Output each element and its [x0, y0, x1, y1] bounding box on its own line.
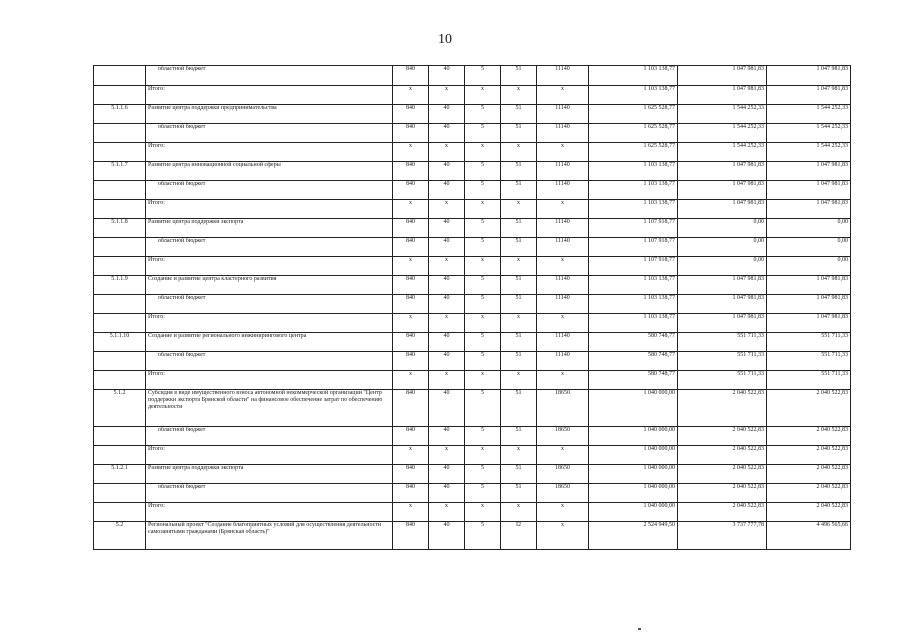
- cell-v3: 2 040 522,83: [767, 446, 851, 465]
- row-label: Итого:: [148, 503, 165, 509]
- cell-c1: х: [393, 143, 429, 162]
- cell-c5: 11140: [537, 333, 589, 352]
- cell-v3: 1 047 981,83: [767, 295, 851, 314]
- cell-code: [94, 257, 146, 276]
- cell-c5: 11140: [537, 66, 589, 86]
- cell-v1: 1 040 000,00: [589, 427, 678, 446]
- cell-c2: 40: [429, 465, 465, 484]
- cell-name: [146, 219, 393, 238]
- cell-v3: 1 047 981,83: [767, 276, 851, 295]
- cell-c3: 5: [465, 522, 501, 550]
- table-row: [94, 522, 851, 550]
- table-row: [94, 314, 851, 333]
- table-row: [94, 295, 851, 314]
- cell-c5: х: [537, 522, 589, 550]
- cell-c5: 11140: [537, 162, 589, 181]
- cell-name: [146, 181, 393, 200]
- table-row: [94, 124, 851, 143]
- cell-v3: 1 047 981,83: [767, 314, 851, 333]
- cell-name: [146, 295, 393, 314]
- cell-v3: 1 047 981,83: [767, 162, 851, 181]
- cell-c2: 40: [429, 162, 465, 181]
- row-label: Создание и развитие центра кластерного развития: [148, 276, 277, 282]
- cell-c5: х: [537, 314, 589, 333]
- cell-v3: 1 047 981,83: [767, 200, 851, 219]
- cell-v2: 1 544 252,33: [678, 143, 767, 162]
- table-row: [94, 503, 851, 522]
- cell-c4: I2: [501, 522, 537, 550]
- cell-c3: 5: [465, 238, 501, 257]
- cell-v3: 1 047 981,83: [767, 181, 851, 200]
- table-row: [94, 200, 851, 219]
- cell-c3: 5: [465, 181, 501, 200]
- cell-name: [146, 314, 393, 333]
- cell-c4: 51: [501, 66, 537, 86]
- cell-v3: 551 711,33: [767, 333, 851, 352]
- cell-code: [94, 86, 146, 105]
- cell-c5: 11140: [537, 124, 589, 143]
- cell-c4: 51: [501, 105, 537, 124]
- row-label: областной бюджет: [158, 124, 206, 130]
- cell-v3: 2 040 522,83: [767, 390, 851, 427]
- cell-v2: 0,00: [678, 219, 767, 238]
- row-label: Итого:: [148, 257, 165, 263]
- table-row: [94, 484, 851, 503]
- cell-c1: 840: [393, 484, 429, 503]
- cell-c2: х: [429, 86, 465, 105]
- cell-c1: 840: [393, 522, 429, 550]
- cell-c1: х: [393, 503, 429, 522]
- cell-c1: 840: [393, 352, 429, 371]
- cell-v2: 551 711,33: [678, 352, 767, 371]
- row-label: Региональный проект "Создание благоприятных условий для осуществления деятельности самозанятыми гражданами (Брянская область)": [148, 522, 382, 535]
- cell-code: [94, 427, 146, 446]
- cell-v1: 1 103 138,77: [589, 66, 678, 86]
- cell-v1: 1 103 138,77: [589, 276, 678, 295]
- cell-v3: 551 711,33: [767, 352, 851, 371]
- cell-v3: 2 040 522,83: [767, 503, 851, 522]
- cell-c1: х: [393, 446, 429, 465]
- cell-c4: 51: [501, 295, 537, 314]
- table-row: [94, 162, 851, 181]
- row-label: Развитие центра поддержки экспорта: [148, 465, 244, 471]
- cell-c5: 11140: [537, 276, 589, 295]
- table-row: [94, 333, 851, 352]
- cell-c5: 11140: [537, 238, 589, 257]
- cell-c4: х: [501, 86, 537, 105]
- cell-v3: 1 544 252,33: [767, 124, 851, 143]
- cell-c2: х: [429, 257, 465, 276]
- cell-c5: 18650: [537, 390, 589, 427]
- cell-c5: 18650: [537, 465, 589, 484]
- cell-c4: х: [501, 503, 537, 522]
- cell-v2: 1 047 981,83: [678, 66, 767, 86]
- cell-c2: 40: [429, 238, 465, 257]
- row-label: областной бюджет: [158, 295, 206, 301]
- cell-c3: 5: [465, 352, 501, 371]
- row-label: Создание и развитие регионального инжинирингового центра: [148, 333, 307, 339]
- cell-v3: 1 544 252,33: [767, 143, 851, 162]
- cell-c1: 840: [393, 295, 429, 314]
- cell-c1: х: [393, 371, 429, 390]
- cell-v3: 0,00: [767, 219, 851, 238]
- cell-c3: 5: [465, 276, 501, 295]
- cell-name: [146, 465, 393, 484]
- cell-v2: 2 040 522,83: [678, 390, 767, 427]
- cell-c5: х: [537, 503, 589, 522]
- cell-c2: 40: [429, 124, 465, 143]
- cell-c2: х: [429, 314, 465, 333]
- table-row: [94, 427, 851, 446]
- cell-c5: 18650: [537, 427, 589, 446]
- cell-v2: 2 040 522,83: [678, 503, 767, 522]
- cell-c3: 5: [465, 295, 501, 314]
- cell-c1: 840: [393, 66, 429, 86]
- cell-c3: 5: [465, 333, 501, 352]
- cell-c1: х: [393, 257, 429, 276]
- cell-c5: х: [537, 200, 589, 219]
- cell-code: [94, 238, 146, 257]
- cell-v2: 1 544 252,33: [678, 124, 767, 143]
- cell-c2: х: [429, 143, 465, 162]
- cell-code: [94, 124, 146, 143]
- table-row: [94, 143, 851, 162]
- cell-v1: 1 103 138,77: [589, 86, 678, 105]
- cell-code: 5.1.1.6: [94, 105, 146, 124]
- cell-code: [94, 352, 146, 371]
- cell-c1: 840: [393, 390, 429, 427]
- cell-v1: 1 625 528,77: [589, 124, 678, 143]
- cell-c4: 51: [501, 465, 537, 484]
- row-label: Субсидия в виде имущественного взноса автономной некоммерческой организации "Центр поддержки экспорта Брянской области" на финансовое обеспечение затрат по обеспечению деятельности: [148, 390, 383, 410]
- cell-v2: 1 047 981,83: [678, 86, 767, 105]
- cell-c2: 40: [429, 66, 465, 86]
- cell-c4: 51: [501, 390, 537, 427]
- cell-v1: 1 107 918,77: [589, 238, 678, 257]
- cell-c3: х: [465, 86, 501, 105]
- cell-c1: 840: [393, 105, 429, 124]
- cell-c4: х: [501, 314, 537, 333]
- row-label: Итого:: [148, 86, 165, 92]
- cell-c5: 11140: [537, 181, 589, 200]
- cell-v2: 2 040 522,83: [678, 446, 767, 465]
- cell-c2: 40: [429, 390, 465, 427]
- cell-v1: 1 103 138,77: [589, 200, 678, 219]
- cell-name: [146, 105, 393, 124]
- cell-c1: 840: [393, 276, 429, 295]
- table-row: [94, 352, 851, 371]
- cell-v3: 1 047 981,83: [767, 86, 851, 105]
- cell-name: [146, 484, 393, 503]
- cell-v2: 1 047 981,83: [678, 295, 767, 314]
- table-row: [94, 371, 851, 390]
- cell-c1: 840: [393, 333, 429, 352]
- cell-v1: 580 748,77: [589, 371, 678, 390]
- cell-c5: 18650: [537, 484, 589, 503]
- cell-name: [146, 503, 393, 522]
- cell-c1: х: [393, 314, 429, 333]
- cell-c2: х: [429, 371, 465, 390]
- cell-c5: 11140: [537, 219, 589, 238]
- cell-v2: 1 544 252,33: [678, 105, 767, 124]
- cell-c3: 5: [465, 105, 501, 124]
- cell-name: [146, 238, 393, 257]
- cell-v3: 1 047 981,83: [767, 66, 851, 86]
- cell-v2: 2 040 522,83: [678, 484, 767, 503]
- cell-c3: 5: [465, 465, 501, 484]
- cell-code: [94, 446, 146, 465]
- cell-v2: 551 711,33: [678, 333, 767, 352]
- cell-c5: 11140: [537, 105, 589, 124]
- page-number: 10: [438, 32, 452, 47]
- cell-v3: 2 040 522,83: [767, 427, 851, 446]
- cell-c3: х: [465, 257, 501, 276]
- cell-c3: 5: [465, 124, 501, 143]
- cell-c2: 40: [429, 219, 465, 238]
- cell-code: [94, 295, 146, 314]
- row-label: областной бюджет: [158, 66, 206, 72]
- cell-code: [94, 314, 146, 333]
- cell-c4: 51: [501, 333, 537, 352]
- cell-c2: 40: [429, 427, 465, 446]
- cell-c1: 840: [393, 238, 429, 257]
- cell-c2: 40: [429, 484, 465, 503]
- row-label: Итого:: [148, 371, 165, 377]
- cell-c4: х: [501, 446, 537, 465]
- cell-v1: 1 040 000,00: [589, 484, 678, 503]
- cell-code: 5.1.1.9: [94, 276, 146, 295]
- cell-code: [94, 200, 146, 219]
- cell-c1: 840: [393, 181, 429, 200]
- cell-c2: 40: [429, 276, 465, 295]
- table-row: [94, 219, 851, 238]
- cell-c3: х: [465, 314, 501, 333]
- cell-c2: 40: [429, 352, 465, 371]
- cell-v1: 1 040 000,00: [589, 390, 678, 427]
- cell-c1: х: [393, 86, 429, 105]
- table-row: [94, 465, 851, 484]
- cell-v2: 2 040 522,83: [678, 465, 767, 484]
- cell-code: [94, 371, 146, 390]
- row-label: областной бюджет: [158, 181, 206, 187]
- cell-v1: 580 748,77: [589, 352, 678, 371]
- cell-name: [146, 124, 393, 143]
- cell-v1: 1 103 138,77: [589, 181, 678, 200]
- cell-name: [146, 162, 393, 181]
- table-row: [94, 446, 851, 465]
- cell-v3: 0,00: [767, 257, 851, 276]
- table-row: [94, 66, 851, 86]
- cell-c1: 840: [393, 427, 429, 446]
- cell-c1: 840: [393, 124, 429, 143]
- cell-v1: 580 748,77: [589, 333, 678, 352]
- cell-c4: 51: [501, 352, 537, 371]
- cell-v2: 1 047 981,83: [678, 314, 767, 333]
- cell-code: 5.1.2: [94, 390, 146, 427]
- cell-v2: 551 711,33: [678, 371, 767, 390]
- cell-c3: 5: [465, 162, 501, 181]
- cell-c3: х: [465, 446, 501, 465]
- cell-c4: х: [501, 143, 537, 162]
- cell-code: 5.1.1.8: [94, 219, 146, 238]
- cell-name: [146, 333, 393, 352]
- cell-c1: 840: [393, 162, 429, 181]
- cell-c2: 40: [429, 181, 465, 200]
- cell-v1: 1 107 918,77: [589, 257, 678, 276]
- cell-c5: 11140: [537, 295, 589, 314]
- cell-c3: 5: [465, 484, 501, 503]
- cell-v1: 1 040 000,00: [589, 465, 678, 484]
- cell-v1: 1 103 138,77: [589, 162, 678, 181]
- cell-v1: 1 625 528,77: [589, 105, 678, 124]
- scan-mark: [638, 628, 641, 630]
- row-label: Итого:: [148, 143, 165, 149]
- cell-c4: 51: [501, 124, 537, 143]
- cell-code: 5.1.2.1: [94, 465, 146, 484]
- cell-v3: 0,00: [767, 238, 851, 257]
- cell-name: [146, 352, 393, 371]
- table-row: [94, 390, 851, 427]
- cell-v2: 1 047 981,83: [678, 162, 767, 181]
- cell-name: [146, 371, 393, 390]
- table-body: [94, 66, 851, 550]
- cell-code: 5.2: [94, 522, 146, 550]
- cell-code: 5.1.1.7: [94, 162, 146, 181]
- cell-c4: 51: [501, 238, 537, 257]
- cell-c4: 51: [501, 276, 537, 295]
- cell-c3: 5: [465, 66, 501, 86]
- row-label: Развитие центра поддержки предпринимательства: [148, 105, 277, 111]
- cell-c3: 5: [465, 219, 501, 238]
- cell-c5: х: [537, 371, 589, 390]
- cell-name: [146, 446, 393, 465]
- cell-v2: 3 737 777,78: [678, 522, 767, 550]
- table-row: [94, 181, 851, 200]
- cell-v2: 1 047 981,83: [678, 276, 767, 295]
- table-row: [94, 86, 851, 105]
- cell-v2: 1 047 981,83: [678, 181, 767, 200]
- cell-v2: 0,00: [678, 257, 767, 276]
- cell-c3: 5: [465, 390, 501, 427]
- cell-v1: 1 103 138,77: [589, 314, 678, 333]
- cell-c4: 51: [501, 162, 537, 181]
- cell-c4: х: [501, 200, 537, 219]
- cell-c2: х: [429, 446, 465, 465]
- table-row: [94, 276, 851, 295]
- cell-v1: 1 103 138,77: [589, 295, 678, 314]
- budget-table: [93, 65, 851, 550]
- cell-v3: 2 040 522,83: [767, 484, 851, 503]
- cell-name: [146, 143, 393, 162]
- cell-code: [94, 143, 146, 162]
- cell-v3: 1 544 252,33: [767, 105, 851, 124]
- cell-name: [146, 276, 393, 295]
- cell-v3: 4 496 565,66: [767, 522, 851, 550]
- cell-c3: 5: [465, 427, 501, 446]
- row-label: областной бюджет: [158, 427, 206, 433]
- cell-c2: 40: [429, 333, 465, 352]
- cell-v1: 1 040 000,00: [589, 503, 678, 522]
- cell-c5: х: [537, 143, 589, 162]
- cell-name: [146, 200, 393, 219]
- cell-v2: 1 047 981,83: [678, 200, 767, 219]
- row-label: Развитие центра поддержки экспорта: [148, 219, 244, 225]
- cell-v1: 1 625 528,77: [589, 143, 678, 162]
- cell-c3: х: [465, 503, 501, 522]
- row-label: Итого:: [148, 314, 165, 320]
- row-label: Итого:: [148, 200, 165, 206]
- cell-c4: 51: [501, 181, 537, 200]
- cell-c2: х: [429, 503, 465, 522]
- cell-c3: х: [465, 371, 501, 390]
- cell-code: [94, 484, 146, 503]
- cell-v1: 2 524 949,50: [589, 522, 678, 550]
- cell-v3: 551 711,33: [767, 371, 851, 390]
- cell-c4: 51: [501, 484, 537, 503]
- cell-c2: 40: [429, 522, 465, 550]
- cell-name: [146, 86, 393, 105]
- table-row: [94, 238, 851, 257]
- cell-c1: 840: [393, 219, 429, 238]
- cell-c4: 51: [501, 219, 537, 238]
- cell-name: [146, 257, 393, 276]
- cell-c5: х: [537, 86, 589, 105]
- cell-c3: х: [465, 143, 501, 162]
- cell-c5: х: [537, 446, 589, 465]
- cell-c2: х: [429, 200, 465, 219]
- cell-name: [146, 427, 393, 446]
- cell-code: 5.1.1.10: [94, 333, 146, 352]
- table-row: [94, 105, 851, 124]
- cell-name: [146, 522, 393, 550]
- cell-c5: 11140: [537, 352, 589, 371]
- cell-v3: 2 040 522,83: [767, 465, 851, 484]
- cell-c2: 40: [429, 105, 465, 124]
- row-label: областной бюджет: [158, 352, 206, 358]
- cell-v1: 1 107 918,77: [589, 219, 678, 238]
- cell-c4: х: [501, 257, 537, 276]
- row-label: областной бюджет: [158, 238, 206, 244]
- cell-c1: х: [393, 200, 429, 219]
- table-row: [94, 257, 851, 276]
- cell-code: [94, 503, 146, 522]
- cell-c5: х: [537, 257, 589, 276]
- cell-c4: х: [501, 371, 537, 390]
- cell-v1: 1 040 000,00: [589, 446, 678, 465]
- cell-code: [94, 66, 146, 86]
- row-label: Развитие центра инновационной социальной сферы: [148, 162, 281, 168]
- row-label: областной бюджет: [158, 484, 206, 490]
- cell-c1: 840: [393, 465, 429, 484]
- cell-code: [94, 181, 146, 200]
- cell-c2: 40: [429, 295, 465, 314]
- cell-name: [146, 390, 393, 427]
- row-label: Итого:: [148, 446, 165, 452]
- cell-name: [146, 66, 393, 86]
- cell-c4: 51: [501, 427, 537, 446]
- cell-c3: х: [465, 200, 501, 219]
- cell-v2: 2 040 522,83: [678, 427, 767, 446]
- cell-v2: 0,00: [678, 238, 767, 257]
